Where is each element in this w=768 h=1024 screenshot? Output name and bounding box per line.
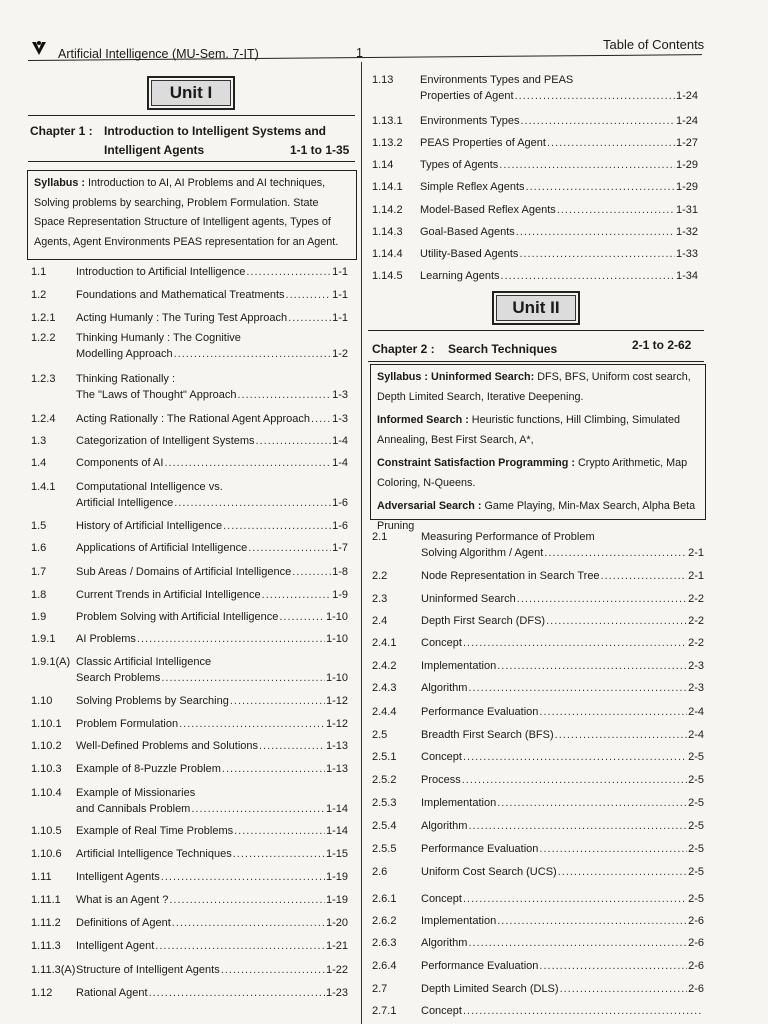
- toc-entry-page: 1-8: [332, 566, 348, 578]
- toc-entry-title: Algorithm: [421, 820, 468, 832]
- toc-entry-page: 1-12: [325, 718, 348, 730]
- toc-entry-title: Performance Evaluation: [421, 960, 539, 972]
- unit-2-label: Unit II: [496, 295, 576, 321]
- dot-leader: [191, 803, 325, 815]
- dot-leader: [463, 751, 687, 763]
- chapter-1-pages: 1-1 to 1-35: [290, 143, 350, 157]
- toc-entry-number: 1.2.3: [31, 373, 56, 385]
- toc-entry-page: 1-12: [325, 695, 348, 707]
- toc-entry-page: 1-4: [332, 457, 348, 469]
- toc-entry-title: and Cannibals Problem: [76, 803, 191, 815]
- toc-entry-title: AI Problems: [76, 633, 136, 645]
- toc-entry-page: 2-5: [688, 751, 704, 763]
- toc-entry-page: 2-6: [688, 915, 704, 927]
- toc-entry-number: 1.14.3: [372, 226, 403, 238]
- syllabus-2-csp-label: Constraint Satisfaction Programming :: [377, 457, 575, 469]
- toc-entry-title: Properties of Agent: [420, 90, 514, 102]
- dot-leader: [515, 90, 675, 102]
- toc-entry-title: Concept: [421, 893, 462, 905]
- toc-entry-page: 2-5: [688, 774, 704, 786]
- syllabus-1-label: Syllabus :: [34, 177, 86, 189]
- dot-leader: [497, 797, 687, 809]
- dot-leader: [233, 848, 325, 860]
- toc-entry-title: Classic Artificial Intelligence: [76, 656, 212, 668]
- toc-entry-title: Structure of Intelligent Agents: [76, 964, 220, 976]
- toc-entry-page: 2-5: [688, 866, 704, 878]
- toc-entry-number: 2.4.3: [372, 682, 397, 694]
- dot-leader: [292, 566, 331, 578]
- dot-leader: [222, 763, 325, 775]
- toc-entry-title: Foundations and Mathematical Treatments: [76, 289, 285, 301]
- toc-entry-title: Implementation: [421, 660, 497, 672]
- toc-entry-page: 1-29: [675, 181, 698, 193]
- toc-entry-title: Environments Types: [420, 115, 520, 127]
- chapter-2-label: Chapter 2 :: [372, 342, 435, 356]
- chapter-2-title: Search Techniques: [448, 342, 558, 356]
- toc-entry-title: Depth First Search (DFS): [421, 615, 546, 627]
- toc-entry-title: Acting Humanly : The Turing Test Approach: [76, 312, 288, 324]
- toc-entry-page: 1-13: [325, 763, 348, 775]
- toc-entry-number: 2.5.5: [372, 843, 397, 855]
- toc-entry-title: Implementation: [421, 915, 497, 927]
- toc-entry-number: 2.7: [372, 983, 388, 995]
- toc-entry-page: 1-20: [325, 917, 348, 929]
- toc-entry-number: 2.1: [372, 531, 388, 543]
- toc-entry-number: 1.13.2: [372, 137, 403, 149]
- dot-leader: [161, 672, 325, 684]
- toc-entry-number: 1.12: [31, 987, 53, 999]
- toc-entry-number: 1.11.1: [31, 894, 61, 906]
- dot-leader: [539, 960, 687, 972]
- toc-entry-title: Algorithm: [421, 682, 468, 694]
- toc-entry-number: 1.9.1(A): [31, 656, 71, 668]
- dot-leader: [463, 893, 687, 905]
- toc-entry-title: Thinking Rationally :: [76, 373, 176, 385]
- toc-entry-number: 2.5.4: [372, 820, 397, 832]
- chapter-2-rule: [368, 330, 704, 331]
- unit-1-badge: [147, 76, 235, 110]
- toc-entry-title: Well-Defined Problems and Solutions: [76, 740, 258, 752]
- toc-entry-title: Current Trends in Artificial Intelligence: [76, 589, 261, 601]
- toc-entry-number: 1.10.2: [31, 740, 62, 752]
- toc-entry-number: 1.10.5: [31, 825, 62, 837]
- toc-entry-title: Search Problems: [76, 672, 161, 684]
- toc-entry-title: Intelligent Agents: [76, 871, 160, 883]
- toc-entry-page: 1-13: [325, 740, 348, 752]
- dot-leader: [234, 825, 325, 837]
- toc-entry-page: 1-14: [325, 803, 348, 815]
- toc-entry-title: Performance Evaluation: [421, 706, 539, 718]
- toc-entry-number: 1.14.5: [372, 270, 403, 282]
- toc-entry-title: Problem Formulation: [76, 718, 179, 730]
- toc-entry-title: Process: [421, 774, 461, 786]
- toc-entry-page: 1-24: [675, 115, 698, 127]
- toc-entry-number: 1.1: [31, 266, 47, 278]
- toc-entry-title: Goal-Based Agents: [420, 226, 515, 238]
- unit-2-badge: [492, 291, 580, 325]
- dot-leader: [539, 843, 687, 855]
- toc-entry-title: Concept: [421, 1005, 462, 1017]
- toc-entry-number: 1.14.1: [372, 181, 403, 193]
- publisher-logo-icon: [31, 40, 47, 56]
- toc-entry-page: 1-2: [332, 348, 348, 360]
- toc-entry-page: 2-2: [688, 615, 704, 627]
- toc-entry-page: 1-29: [675, 159, 698, 171]
- toc-entry-title: Model-Based Reflex Agents: [420, 204, 556, 216]
- section-title: Table of Contents: [603, 37, 705, 52]
- dot-leader: [221, 964, 325, 976]
- toc-entry-title: Artificial Intelligence: [76, 497, 174, 509]
- syllabus-2-adversarial-text: Game Playing, Min-Max Search, Alpha Beta Pruning: [377, 500, 696, 532]
- toc-entry-number: 2.3: [372, 593, 388, 605]
- dot-leader: [174, 497, 331, 509]
- toc-entry-number: 1.11.3: [31, 940, 61, 952]
- toc-entry-number: 2.6.1: [372, 893, 397, 905]
- toc-entry-page: 1-22: [325, 964, 348, 976]
- dot-leader: [246, 266, 331, 278]
- toc-entry-number: 2.2: [372, 570, 388, 582]
- toc-entry-number: 1.11.2: [31, 917, 61, 929]
- toc-entry-number: 1.14: [372, 159, 394, 171]
- toc-entry-page: 1-15: [325, 848, 348, 860]
- dot-leader: [520, 115, 675, 127]
- toc-entry-number: 1.11: [31, 871, 52, 883]
- toc-entry-number: 1.9.1: [31, 633, 56, 645]
- toc-entry-number: 1.5: [31, 520, 47, 532]
- toc-entry-title: Thinking Humanly : The Cognitive: [76, 332, 241, 344]
- dot-leader: [546, 615, 687, 627]
- chapter-1-label: Chapter 1 :: [30, 124, 93, 138]
- toc-entry-number: 1.10.1: [31, 718, 62, 730]
- toc-entry-page: 1-3: [332, 413, 348, 425]
- toc-entry-number: 1.4.1: [31, 481, 56, 493]
- toc-entry-page: 1-6: [332, 497, 348, 509]
- toc-entry-number: 1.3: [31, 435, 47, 447]
- toc-entry-page: 1-31: [675, 204, 698, 216]
- syllabus-1-box: [27, 170, 357, 260]
- dot-leader: [517, 593, 687, 605]
- toc-entry-title: Solving Algorithm / Agent: [421, 547, 544, 559]
- toc-entry-title: Modelling Approach: [76, 348, 173, 360]
- page-number: 1: [356, 46, 363, 60]
- chapter-2-pages: 2-1 to 2-62: [632, 338, 692, 352]
- dot-leader: [311, 413, 331, 425]
- toc-entry-number: 2.6.2: [372, 915, 397, 927]
- toc-entry-number: 1.14.4: [372, 248, 403, 260]
- toc-entry-page: 1-10: [325, 633, 348, 645]
- dot-leader: [555, 729, 687, 741]
- unit-1-label: Unit I: [151, 80, 231, 106]
- syllabus-2-box: [370, 364, 706, 532]
- dot-leader: [174, 348, 331, 360]
- toc-entry-page: 1-19: [325, 871, 348, 883]
- toc-entry-page: 1-1: [332, 266, 348, 278]
- toc-entry-number: 2.5.2: [372, 774, 397, 786]
- toc-entry-title: Rational Agent: [76, 987, 148, 999]
- toc-entry-title: Applications of Artificial Intelligence: [76, 542, 248, 554]
- toc-entry-title: Uninformed Search: [421, 593, 516, 605]
- toc-entry-title: Performance Evaluation: [421, 843, 539, 855]
- dot-leader: [544, 547, 687, 559]
- toc-entry-page: 1-4: [332, 435, 348, 447]
- toc-entry-page: 2-6: [688, 960, 704, 972]
- toc-entry-page: 1-23: [325, 987, 348, 999]
- dot-leader: [463, 1005, 703, 1017]
- toc-entry-title: Example of 8-Puzzle Problem: [76, 763, 221, 775]
- toc-entry-page: 1-7: [332, 542, 348, 554]
- toc-entry-number: 2.5: [372, 729, 388, 741]
- toc-entry-number: 2.6: [372, 866, 388, 878]
- toc-entry-title: Intelligent Agent: [76, 940, 155, 952]
- dot-leader: [468, 682, 687, 694]
- toc-entry-number: 1.14.2: [372, 204, 403, 216]
- toc-entry-page: 2-3: [688, 682, 704, 694]
- toc-entry-title: Depth Limited Search (DLS): [421, 983, 559, 995]
- toc-entry-number: 1.7: [31, 566, 47, 578]
- syllabus-1-text: Introduction to AI, AI Problems and AI techniques, Solving problems by searching, Problem Formulation. State Space Representation Structure of Intelligent agents, Types of Agents, Agent Environments PEAS representation for an Agent.: [34, 177, 339, 248]
- syllabus-2-csp-text: Crypto Arithmetic, Map Coloring, N-Queens.: [377, 457, 688, 489]
- dot-leader: [259, 740, 325, 752]
- toc-entry-number: 2.4.2: [372, 660, 397, 672]
- dot-leader: [558, 866, 687, 878]
- toc-entry-number: 1.4: [31, 457, 47, 469]
- toc-entry-number: 2.4: [372, 615, 388, 627]
- toc-entry-number: 1.2.4: [31, 413, 56, 425]
- toc-entry-page: 1-6: [332, 520, 348, 532]
- dot-leader: [279, 611, 325, 623]
- toc-entry-title: Environments Types and PEAS: [420, 74, 574, 86]
- toc-entry-number: 1.10.4: [31, 787, 62, 799]
- dot-leader: [169, 894, 325, 906]
- toc-entry-title: Learning Agents: [420, 270, 500, 282]
- toc-entry-title: Artificial Intelligence Techniques: [76, 848, 232, 860]
- dot-leader: [497, 660, 687, 672]
- dot-leader: [463, 637, 687, 649]
- chapter-1-rule: [28, 115, 355, 116]
- toc-entry-title: What is an Agent ?: [76, 894, 169, 906]
- toc-entry-page: 1-3: [332, 389, 348, 401]
- toc-entry-number: 1.2.2: [31, 332, 56, 344]
- toc-entry-title: Problem Solving with Artificial Intelligence: [76, 611, 279, 623]
- toc-entry-page: 1-24: [675, 90, 698, 102]
- toc-entry-number: 1.11.3(A): [31, 964, 76, 976]
- toc-entry-number: 2.7.1: [372, 1005, 397, 1017]
- dot-leader: [137, 633, 325, 645]
- toc-entry-number: 2.4.1: [372, 637, 397, 649]
- dot-leader: [516, 226, 675, 238]
- dot-leader: [468, 937, 687, 949]
- chapter-1-title-line2: Intelligent Agents: [104, 143, 205, 157]
- toc-entry-title: Example of Real Time Problems: [76, 825, 234, 837]
- toc-entry-number: 1.10.6: [31, 848, 62, 860]
- toc-entry-title: PEAS Properties of Agent: [420, 137, 546, 149]
- toc-entry-page: 1-10: [325, 611, 348, 623]
- toc-entry-page: 2-5: [688, 843, 704, 855]
- toc-entry-page: 1-27: [675, 137, 698, 149]
- toc-entry-title: Breadth First Search (BFS): [421, 729, 554, 741]
- dot-leader: [539, 706, 687, 718]
- dot-leader: [223, 520, 331, 532]
- column-divider: [361, 62, 362, 1024]
- dot-leader: [519, 248, 675, 260]
- syllabus-2-informed-label: Informed Search :: [377, 414, 469, 426]
- dot-leader: [149, 987, 325, 999]
- toc-entry-page: 2-1: [688, 570, 704, 582]
- dot-leader: [557, 204, 675, 216]
- toc-entry-page: 1-34: [675, 270, 698, 282]
- toc-entry-title: Sub Areas / Domains of Artificial Intelligence: [76, 566, 292, 578]
- dot-leader: [497, 915, 687, 927]
- toc-entry-title: Implementation: [421, 797, 497, 809]
- dot-leader: [248, 542, 331, 554]
- toc-entry-page: 2-5: [688, 820, 704, 832]
- toc-entry-title: Uniform Cost Search (UCS): [421, 866, 557, 878]
- dot-leader: [560, 983, 688, 995]
- toc-entry-page: 1-1: [332, 289, 348, 301]
- syllabus-2-informed-text: Heuristic functions, Hill Climbing, Simulated Annealing, Best First Search, A*,: [377, 414, 681, 446]
- dot-leader: [155, 940, 325, 952]
- toc-entry-title: The "Laws of Thought" Approach: [76, 389, 237, 401]
- toc-entry-number: 2.5.1: [372, 751, 397, 763]
- dot-leader: [256, 435, 332, 447]
- toc-entry-page: 2-6: [688, 983, 704, 995]
- chapter-1-rule-bottom: [28, 161, 355, 162]
- book-title: Artificial Intelligence (MU-Sem. 7-IT): [58, 47, 259, 61]
- syllabus-2-uninformed-text: DFS, BFS, Uniform cost search, Depth Limited Search, Iterative Deepening.: [377, 371, 691, 403]
- toc-entry-title: Acting Rationally : The Rational Agent Approach: [76, 413, 311, 425]
- toc-entry-number: 1.2.1: [31, 312, 56, 324]
- toc-entry-page: 1-21: [325, 940, 348, 952]
- toc-entry-title: Introduction to Artificial Intelligence: [76, 266, 246, 278]
- syllabus-2-adversarial-label: Adversarial Search :: [377, 500, 482, 512]
- toc-entry-number: 1.8: [31, 589, 47, 601]
- toc-entry-title: Node Representation in Search Tree: [421, 570, 600, 582]
- toc-entry-page: 1-33: [675, 248, 698, 260]
- toc-entry-number: 1.10: [31, 695, 53, 707]
- toc-entry-page: 2-2: [688, 637, 704, 649]
- dot-leader: [286, 289, 332, 301]
- dot-leader: [164, 457, 331, 469]
- dot-leader: [499, 159, 675, 171]
- toc-entry-number: 2.4.4: [372, 706, 397, 718]
- toc-entry-title: Concept: [421, 637, 462, 649]
- toc-entry-number: 1.13.1: [372, 115, 403, 127]
- toc-entry-page: 1-9: [332, 589, 348, 601]
- toc-entry-page: 1-14: [325, 825, 348, 837]
- dot-leader: [501, 270, 675, 282]
- toc-entry-page: 2-2: [688, 593, 704, 605]
- toc-entry-page: 1-32: [675, 226, 698, 238]
- toc-entry-page: 2-6: [688, 937, 704, 949]
- chapter-2-rule-bottom: [368, 361, 704, 362]
- toc-entry-page: 1-10: [325, 672, 348, 684]
- toc-entry-title: History of Artificial Intelligence: [76, 520, 223, 532]
- toc-entry-title: Measuring Performance of Problem: [421, 531, 595, 543]
- dot-leader: [262, 589, 331, 601]
- toc-entry-number: 2.5.3: [372, 797, 397, 809]
- toc-entry-page: 2-4: [688, 706, 704, 718]
- dot-leader: [288, 312, 331, 324]
- dot-leader: [230, 695, 325, 707]
- toc-entry-title: Types of Agents: [420, 159, 499, 171]
- dot-leader: [601, 570, 688, 582]
- toc-entry-page: 2-5: [688, 893, 704, 905]
- dot-leader: [179, 718, 325, 730]
- dot-leader: [547, 137, 675, 149]
- toc-entry-number: 1.10.3: [31, 763, 62, 775]
- toc-entry-page: 2-4: [688, 729, 704, 741]
- chapter-1-title-line1: Introduction to Intelligent Systems and: [104, 124, 327, 138]
- toc-entry-title: Computational Intelligence vs.: [76, 481, 223, 493]
- toc-entry-title: Simple Reflex Agents: [420, 181, 525, 193]
- toc-entry-title: Categorization of Intelligent Systems: [76, 435, 255, 447]
- toc-entry-title: Solving Problems by Searching: [76, 695, 229, 707]
- toc-entry-number: 1.13: [372, 74, 394, 86]
- dot-leader: [468, 820, 687, 832]
- toc-entry-page: 2-3: [688, 660, 704, 672]
- dot-leader: [161, 871, 325, 883]
- toc-entry-title: Example of Missionaries: [76, 787, 196, 799]
- toc-entry-title: Algorithm: [421, 937, 468, 949]
- syllabus-2-label: Syllabus :: [377, 371, 429, 383]
- toc-entry-page: 2-5: [688, 797, 704, 809]
- toc-entry-number: 1.6: [31, 542, 47, 554]
- dot-leader: [238, 389, 332, 401]
- dot-leader: [462, 774, 687, 786]
- dot-leader: [526, 181, 675, 193]
- toc-entry-page: 2-1: [688, 547, 704, 559]
- toc-entry-title: Concept: [421, 751, 462, 763]
- toc-entry-number: 1.2: [31, 289, 47, 301]
- toc-entry-number: 2.6.4: [372, 960, 397, 972]
- toc-entry-page: 1-19: [325, 894, 348, 906]
- toc-entry-title: Components of AI: [76, 457, 164, 469]
- toc-entry-title: Definitions of Agent: [76, 917, 171, 929]
- toc-entry-title: Utility-Based Agents: [420, 248, 519, 260]
- toc-entry-number: 1.9: [31, 611, 47, 623]
- dot-leader: [172, 917, 325, 929]
- toc-entry-page: 1-1: [332, 312, 348, 324]
- syllabus-2-uninformed-label: Uninformed Search:: [431, 371, 535, 383]
- toc-entry-number: 2.6.3: [372, 937, 397, 949]
